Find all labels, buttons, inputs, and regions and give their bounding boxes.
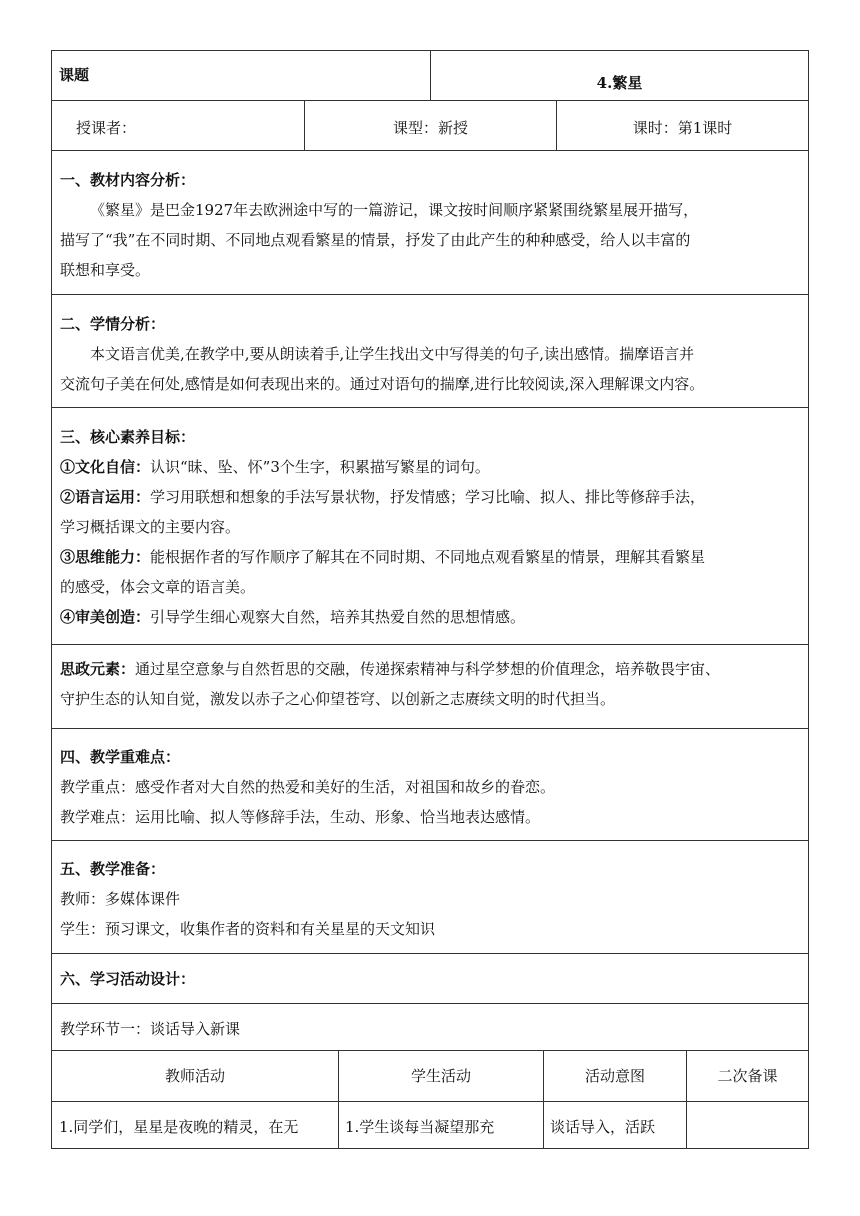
paragraph-line: 联想和享受。 [60,261,151,279]
table-cell-intent: 谈话导入，活跃 [550,1118,656,1136]
lesson-type: 课型：新授 [392,119,468,137]
goal-label: ①文化自信： [60,458,151,476]
paragraph-line: 本文语言优美,在教学中,要从朗读着手,让学生找出文中写得美的句子,读出感情。揣摩语言并 [90,345,695,363]
goal-text: 学习用联想和想象的手法写景状物，抒发情感；学习比喻、拟人、排比等修辞手法， [150,488,706,506]
column-header-intent: 活动意图 [584,1067,645,1085]
section-heading: 一、教材内容分析： [60,171,196,189]
section-label: 思政元素： [60,660,136,678]
table-cell-teacher: 1.同学们，星星是夜晚的精灵，在无 [59,1118,299,1136]
activity-table-header [51,1051,809,1102]
section-preparation [51,841,809,954]
student-prep: 学生：预习课文，收集作者的资料和有关星星的天文知识 [60,920,436,938]
section-key-points [51,729,809,841]
title-label: 课题 [59,66,90,84]
goal-item [60,482,800,512]
column-header-student: 学生活动 [410,1067,471,1085]
section-heading: 四、教学重难点： [60,748,181,766]
paragraph-line: 描写了“我”在不同时期、不同地点观看繁星的情景，抒发了由此产生的种种感受，给人以丰富的 [60,231,691,249]
teaching-step-row [51,1004,809,1051]
paragraph-line: 《繁星》是巴金1927年去欧洲途中写的一篇游记，课文按时间顺序紧紧围绕繁星展开描写， [90,201,699,219]
difficult-point: 教学难点：运用比喻、拟人等修辞手法，生动、形象、恰当地表达感情。 [60,808,541,826]
goal-text: 认识“昧、坠、怀”3个生字，积累描写繁星的词句。 [150,458,490,476]
section-heading: 三、核心素养目标： [60,428,196,446]
teaching-step-title: 教学环节一：谈话导入新课 [60,1020,241,1038]
goal-label: ④审美创造： [60,608,151,626]
goal-item [60,602,800,632]
lesson-plan-document [51,50,809,1149]
section-core-goals [51,408,809,645]
paragraph-line: 通过星空意象与自然哲思的交融，传递探索精神与科学梦想的价值理念，培养敬畏宇宙、 [135,660,721,678]
paragraph-line: 交流句子美在何处,感情是如何表现出来的。通过对语句的揣摩,进行比较阅读,深入理解课文内容。 [60,375,705,393]
goal-label: ②语言运用： [60,488,151,506]
section-content-analysis [51,151,809,295]
goal-text: 的感受，体会文章的语言美。 [60,578,256,596]
column-header-teacher: 教师活动 [164,1067,225,1085]
section-heading: 五、教学准备： [60,860,166,878]
teacher-prep: 教师：多媒体课件 [60,890,181,908]
lesson-hours: 课时：第1课时 [632,119,733,137]
key-point: 教学重点：感受作者对大自然的热爱和美好的生活，对祖国和故乡的眷恋。 [60,778,556,796]
goal-text: 能根据作者的写作顺序了解其在不同时期、不同地点观看繁星的情景，理解其看繁星 [150,548,706,566]
info-row [51,101,809,151]
table-cell-student: 1.学生谈每当凝望那充 [345,1118,495,1136]
lesson-title: 4.繁星 [596,74,643,92]
goal-item [60,452,800,482]
title-row [51,50,809,101]
section-activity-design [51,954,809,1004]
column-header-revision: 二次备课 [717,1067,778,1085]
activity-table-row [51,1102,809,1149]
section-learner-analysis [51,295,809,408]
goal-text: 学习概括课文的主要内容。 [60,518,241,536]
goal-text: 引导学生细心观察大自然，培养其热爱自然的思想情感。 [150,608,526,626]
teacher-label: 授课者： [76,119,137,137]
section-ideological-elements [51,645,809,729]
goal-item [60,542,800,572]
paragraph-line: 守护生态的认知自觉，激发以赤子之心仰望苍穹、以创新之志赓续文明的时代担当。 [60,690,616,708]
section-heading: 六、学习活动设计： [60,970,196,988]
section-heading: 二、学情分析： [60,315,166,333]
goal-label: ③思维能力： [60,548,151,566]
